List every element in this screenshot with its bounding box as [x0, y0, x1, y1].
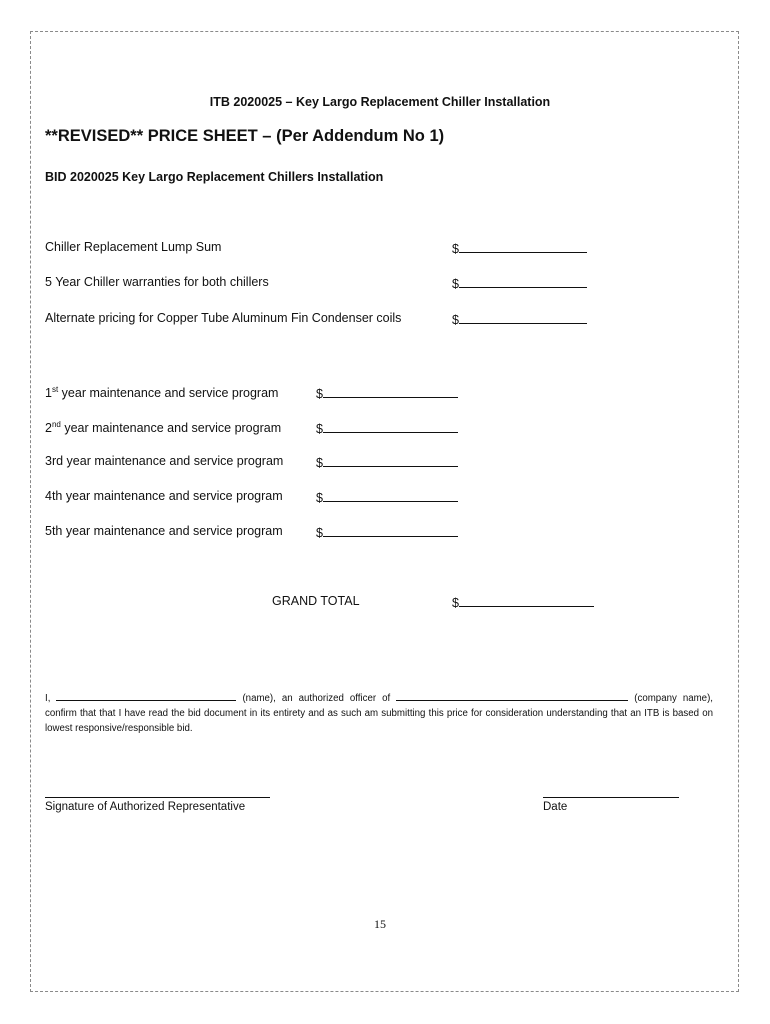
- currency-symbol: $: [316, 456, 323, 470]
- amount-blank: [459, 240, 587, 253]
- amount-blank: [323, 524, 458, 537]
- page-number: 15: [374, 917, 386, 931]
- currency-symbol: $: [452, 313, 459, 327]
- currency-symbol: $: [316, 526, 323, 540]
- certification-statement: I, (name), an authorized officer of (company name), confirm that that I have read the bid document in its entirety and as such am submitting this price for consideration understanding that an ITB is based on lowest responsive/responsible bid.: [45, 693, 713, 734]
- price-item-label: Alternate pricing for Copper Tube Aluminum Fin Condenser coils: [45, 311, 402, 325]
- maintenance-item-label: 5th year maintenance and service program: [45, 524, 283, 538]
- maintenance-item-field[interactable]: [316, 524, 458, 540]
- amount-blank: [323, 489, 458, 502]
- currency-symbol: $: [452, 596, 459, 610]
- amount-blank: [459, 311, 587, 324]
- itb-title: ITB 2020025 – Key Largo Replacement Chiller Installation: [209, 95, 551, 109]
- amount-blank: [459, 594, 594, 607]
- bid-title: BID 2020025 Key Largo Replacement Chillers Installation: [45, 170, 384, 184]
- maintenance-item-field[interactable]: [316, 454, 458, 470]
- amount-blank: [459, 275, 587, 288]
- price-item-label: 5 Year Chiller warranties for both chillers: [45, 275, 269, 289]
- signature-label: Signature of Authorized Representative: [45, 801, 246, 813]
- name-blank[interactable]: [56, 691, 236, 701]
- maintenance-item-label: 4th year maintenance and service program: [45, 489, 283, 503]
- amount-blank: [323, 420, 458, 433]
- maintenance-item-label: 3rd year maintenance and service program: [45, 454, 284, 468]
- date-line[interactable]: [543, 797, 679, 798]
- amount-blank: [323, 454, 458, 467]
- signature-line[interactable]: [45, 797, 270, 798]
- price-sheet-title: **REVISED** PRICE SHEET – (Per Addendum No 1): [45, 127, 445, 145]
- price-item-field[interactable]: [452, 275, 587, 291]
- price-item-field[interactable]: [452, 240, 587, 256]
- maintenance-item-label: 2nd year maintenance and service program: [45, 420, 282, 436]
- company-blank[interactable]: [396, 691, 628, 701]
- price-item-field[interactable]: [452, 311, 587, 327]
- maintenance-item-field[interactable]: [316, 420, 458, 436]
- grand-total-field[interactable]: [452, 594, 594, 610]
- currency-symbol: $: [316, 387, 323, 401]
- grand-total-label: GRAND TOTAL: [272, 594, 360, 608]
- maintenance-item-field[interactable]: [316, 489, 458, 505]
- date-label: Date: [543, 801, 568, 813]
- amount-blank: [323, 385, 458, 398]
- currency-symbol: $: [316, 491, 323, 505]
- maintenance-item-label: 1st year maintenance and service program: [45, 385, 279, 401]
- currency-symbol: $: [452, 242, 459, 256]
- maintenance-item-field[interactable]: [316, 385, 458, 401]
- currency-symbol: $: [452, 277, 459, 291]
- price-item-label: Chiller Replacement Lump Sum: [45, 240, 222, 254]
- currency-symbol: $: [316, 422, 323, 436]
